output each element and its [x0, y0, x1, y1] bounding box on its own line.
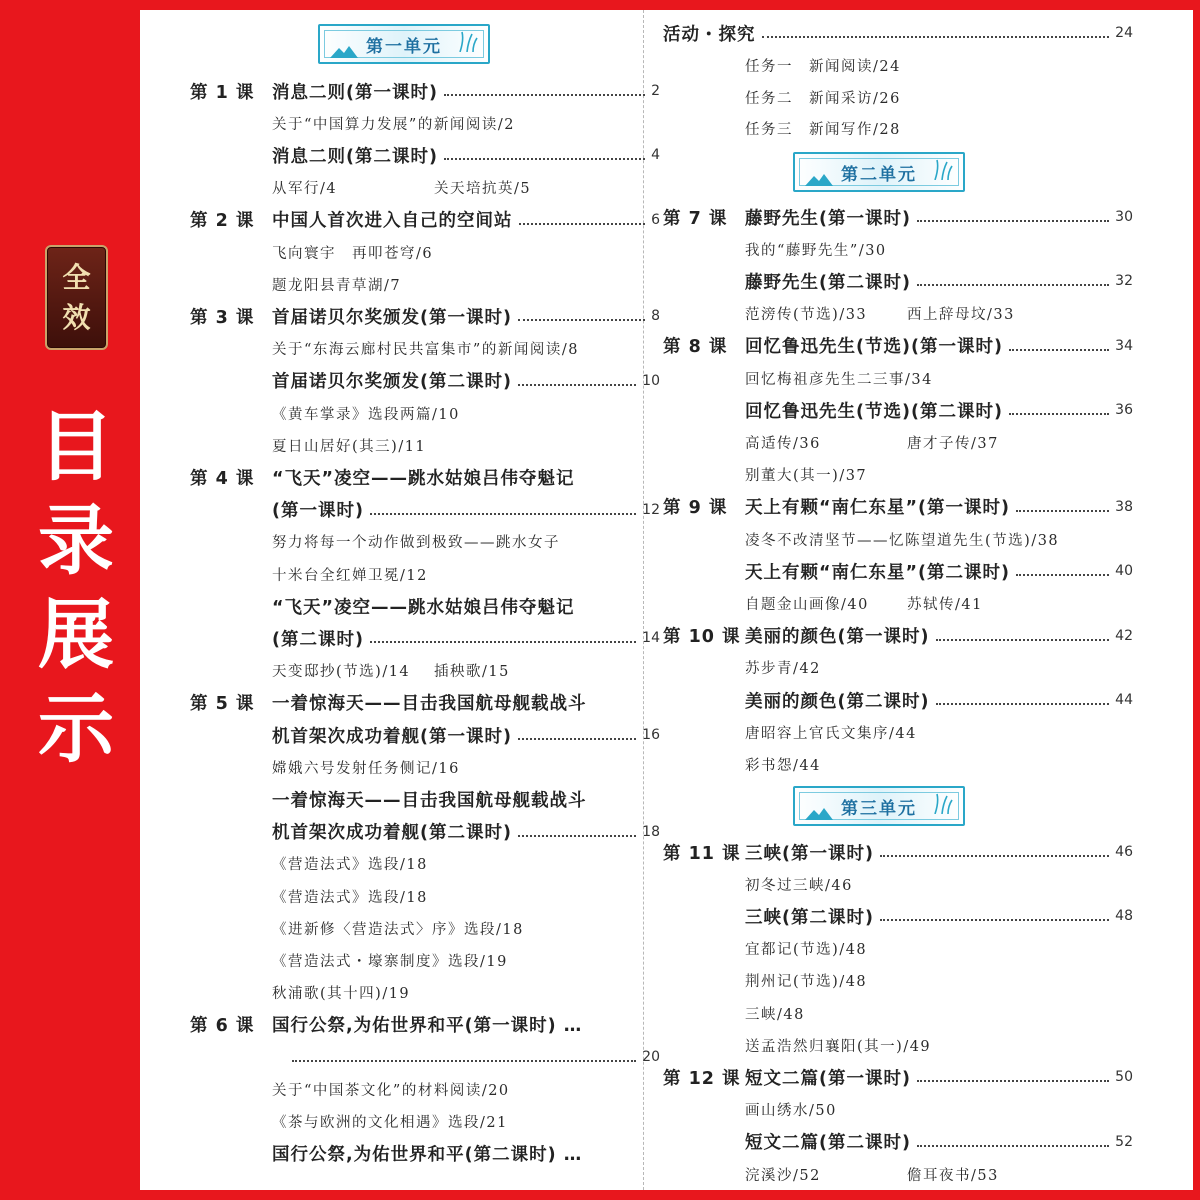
- page-number: 48: [1115, 908, 1133, 925]
- toc-entry-continuation[interactable]: [663, 395, 1133, 425]
- lesson-number: 第 1 课: [190, 82, 255, 103]
- toc-entry-lesson[interactable]: [663, 621, 1133, 651]
- sub-entry-text: 送孟浩然归襄阳(其一)/49: [745, 1038, 932, 1055]
- toc-entry-continuation[interactable]: [663, 901, 1133, 931]
- lesson-number: 第 4 课: [190, 468, 255, 489]
- entry-title: 天上有颗“南仁东星”(第一课时): [745, 498, 1010, 519]
- sub-entry-text: 《进新修〈营造法式〉序》选段/18: [272, 921, 524, 938]
- page-number: 10: [642, 372, 660, 389]
- toc-entry-continuation[interactable]: [190, 623, 660, 653]
- entry-title: 藤野先生(第二课时): [745, 272, 911, 293]
- sub-entry-text: 苏步青/42: [745, 661, 821, 678]
- sub-entry-text: 《茶与欧洲的文化相遇》选段/21: [272, 1114, 508, 1131]
- entry-title: 机首架次成功着舰(第二课时): [272, 823, 512, 844]
- sub-entry-text: 别董大(其一)/37: [745, 468, 868, 485]
- page-number: 14: [642, 630, 660, 647]
- toc-sub-entry[interactable]: [663, 82, 1133, 112]
- lesson-number: 第 5 课: [190, 694, 255, 715]
- dot-leader: [917, 220, 1109, 222]
- sub-entry-text: 高适传/36: [745, 435, 821, 452]
- toc-entry-continuation[interactable]: [663, 685, 1133, 715]
- lesson-number: 第 6 课: [190, 1016, 255, 1037]
- dot-leader: [1009, 349, 1109, 351]
- mountain-icon: [330, 44, 358, 58]
- unit-title: 第一单元: [366, 36, 442, 57]
- sub-entry-text: 自题金山画像/40: [745, 596, 869, 613]
- lesson-number: 第 10 课: [663, 627, 741, 648]
- entry-title: 短文二篇(第一课时): [745, 1068, 911, 1089]
- toc-entry-lesson[interactable]: [190, 688, 660, 718]
- toc-entry-lesson[interactable]: [190, 462, 660, 492]
- sub-entry-text: 唐昭容上官氏文集序/44: [745, 725, 917, 742]
- toc-sub-entry[interactable]: [663, 966, 1133, 996]
- sub-entry-text: 关于“东海云廊村民共富集市”的新闻阅读/8: [272, 342, 579, 359]
- dot-leader: [444, 94, 645, 96]
- toc-sub-entry[interactable]: [190, 430, 660, 460]
- toc-entry-continuation[interactable]: [190, 784, 660, 814]
- toc-sub-entry[interactable]: [190, 237, 660, 267]
- sub-entry-text: 儋耳夜书/53: [907, 1167, 999, 1184]
- entry-title: 消息二则(第一课时): [272, 82, 438, 103]
- lesson-number: 第 9 课: [663, 498, 728, 519]
- toc-sub-entry[interactable]: [190, 913, 660, 943]
- dot-leader: [444, 158, 645, 160]
- toc-entry-continuation[interactable]: [190, 1139, 660, 1169]
- entry-title: 消息二则(第二课时): [272, 146, 438, 167]
- sub-entry-text: 苏轼传/41: [907, 596, 983, 613]
- sub-entry-text: 宜都记(节选)/48: [745, 942, 868, 959]
- toc-sub-entry[interactable]: [663, 50, 1133, 80]
- toc-entry-continuation[interactable]: [190, 817, 660, 847]
- toc-entry-lesson[interactable]: [190, 76, 660, 106]
- toc-sub-entry[interactable]: [190, 656, 660, 686]
- page-number: 38: [1115, 498, 1133, 515]
- sub-entry-text: 插秧歌/15: [434, 664, 510, 681]
- page-number: 8: [651, 308, 660, 325]
- toc-entry-lesson[interactable]: [663, 492, 1133, 522]
- page-title: [36, 400, 116, 776]
- sub-entry-text: 初冬过三峡/46: [745, 877, 853, 894]
- page-number: 52: [1115, 1133, 1133, 1150]
- entry-title: 国行公祭,为佑世界和平(第二课时) …: [272, 1145, 583, 1166]
- toc-entry-continuation[interactable]: [190, 591, 660, 621]
- sub-entry-text: 《营造法式》选段/18: [272, 857, 428, 874]
- dot-leader: [1016, 510, 1109, 512]
- entry-title: 国行公祭,为佑世界和平(第一课时) …: [272, 1016, 583, 1037]
- page-number: 24: [1115, 25, 1133, 41]
- sub-entry-text: 《营造法式・壕寨制度》选段/19: [272, 953, 508, 970]
- toc-entry-activity[interactable]: [663, 18, 1133, 48]
- page-number: 30: [1115, 209, 1133, 225]
- mountain-icon: [805, 806, 833, 820]
- dot-leader: [917, 1145, 1109, 1147]
- lesson-number: 第 11 课: [663, 843, 741, 864]
- entry-title: 回忆鲁迅先生(节选)(第一课时): [745, 337, 1003, 358]
- lesson-number: 第 2 课: [190, 211, 255, 232]
- dot-leader: [518, 384, 636, 386]
- toc-sub-entry[interactable]: [190, 881, 660, 911]
- reed-icon: [931, 792, 953, 814]
- sub-entry-text: 关天培抗英/5: [434, 181, 532, 198]
- toc-sub-entry[interactable]: [663, 749, 1133, 779]
- sub-entry-text: 浣溪沙/52: [745, 1167, 821, 1184]
- toc-sub-entry[interactable]: [190, 1074, 660, 1104]
- toc-sub-entry[interactable]: [663, 869, 1133, 899]
- sub-entry-text: 十米台全红婵卫冕/12: [272, 567, 428, 584]
- entry-title: 回忆鲁迅先生(节选)(第二课时): [745, 401, 1003, 422]
- page-number: 50: [1115, 1069, 1133, 1086]
- dot-leader: [936, 639, 1110, 641]
- sub-entry-text: 三峡/48: [745, 1006, 805, 1023]
- toc-sub-entry[interactable]: [663, 427, 1133, 457]
- dot-leader: [518, 319, 645, 321]
- toc-sub-entry[interactable]: [190, 173, 660, 203]
- entry-title: “飞天”凌空——跳水姑娘吕伟夺魁记: [272, 597, 575, 618]
- toc-entry-lesson[interactable]: [190, 1010, 660, 1040]
- unit-banner: [318, 24, 490, 64]
- dot-leader: [518, 835, 636, 837]
- sub-entry-text: 回忆梅祖彦先生二三事/34: [745, 371, 933, 388]
- sub-entry-text: 天变邸抄(节选)/14: [272, 664, 411, 681]
- toc-entry-continuation[interactable]: [663, 266, 1133, 296]
- toc-sub-entry[interactable]: [663, 717, 1133, 747]
- title-char: 目: [38, 402, 114, 491]
- toc-entry-continuation[interactable]: [190, 720, 660, 750]
- entry-title: 美丽的颜色(第二课时): [745, 691, 930, 712]
- unit-banner: [793, 786, 965, 826]
- sub-entry-text: 秋浦歌(其十四)/19: [272, 986, 411, 1003]
- page-number: 42: [1115, 627, 1133, 644]
- entry-title: (第一课时): [272, 501, 364, 522]
- sub-entry-text: 《黄车掌录》选段两篇/10: [272, 406, 460, 423]
- page-number: 40: [1115, 563, 1133, 580]
- toc-sub-entry[interactable]: [663, 998, 1133, 1028]
- sub-entry-text: 彩书怨/44: [745, 757, 821, 774]
- sub-entry-text: 唐才子传/37: [907, 435, 999, 452]
- entry-title: 藤野先生(第一课时): [745, 208, 911, 229]
- sub-entry-text: 任务二 新闻采访/26: [745, 90, 901, 107]
- toc-entry-lesson[interactable]: [190, 205, 660, 235]
- page-number: 46: [1115, 844, 1133, 860]
- dot-leader: [917, 1080, 1109, 1082]
- unit-title: 第二单元: [841, 164, 917, 185]
- page-number: 36: [1115, 402, 1133, 419]
- lesson-number: 第 12 课: [663, 1068, 741, 1089]
- sub-entry-text: 从军行/4: [272, 181, 338, 198]
- sub-entry-text: 题龙阳县青草湖/7: [272, 277, 402, 294]
- side-band: [0, 0, 140, 1200]
- dot-leader: [1009, 413, 1109, 415]
- entry-title: 三峡(第二课时): [745, 907, 874, 928]
- page-number: 20: [642, 1049, 660, 1065]
- dot-leader: [936, 703, 1110, 705]
- sub-entry-text: 范滂传(节选)/33: [745, 307, 868, 324]
- toc-sub-entry[interactable]: [190, 559, 660, 589]
- entry-title: 短文二篇(第二课时): [745, 1133, 911, 1154]
- sub-entry-text: 任务三 新闻写作/28: [745, 121, 901, 138]
- sub-entry-text: 嫦娥六号发射任务侧记/16: [272, 760, 460, 777]
- page-number: 18: [642, 823, 660, 840]
- toc-entry-continuation[interactable]: [190, 366, 660, 396]
- entry-title: 活动・探究: [663, 24, 756, 45]
- toc-sub-entry[interactable]: [190, 334, 660, 364]
- toc-entry-continuation[interactable]: [190, 140, 660, 170]
- entry-title: 首届诺贝尔奖颁发(第二课时): [272, 372, 512, 393]
- title-char: 示: [38, 684, 114, 773]
- toc-sub-entry[interactable]: [190, 108, 660, 138]
- dot-leader: [880, 855, 1109, 857]
- toc-sub-entry[interactable]: [663, 653, 1133, 683]
- entry-title: 一着惊海天——目击我国航母舰载战斗: [272, 790, 587, 811]
- page-number: 32: [1115, 273, 1133, 290]
- dot-leader: [370, 513, 636, 515]
- sub-entry-text: 画山绣水/50: [745, 1103, 837, 1120]
- toc-entry-lesson[interactable]: [663, 202, 1133, 232]
- toc-page: [140, 10, 1193, 1190]
- toc-entry-lesson[interactable]: [663, 1062, 1133, 1092]
- lesson-number: 第 7 课: [663, 208, 728, 229]
- entry-title: 首届诺贝尔奖颁发(第一课时): [272, 307, 512, 328]
- title-char: 展: [38, 590, 114, 679]
- entry-title: 一着惊海天——目击我国航母舰载战斗: [272, 694, 587, 715]
- sub-entry-text: 飞向寰宇 再叩苍穹/6: [272, 245, 434, 262]
- dot-leader: [762, 36, 1110, 38]
- page-number: 44: [1115, 692, 1133, 708]
- page-number: 12: [642, 501, 660, 518]
- sub-entry-text: 西上辞母坟/33: [907, 307, 1015, 324]
- dot-leader: [880, 919, 1109, 921]
- sub-entry-text: 荆州记(节选)/48: [745, 974, 868, 991]
- page-number: 34: [1115, 337, 1133, 354]
- sub-entry-text: 《营造法式》选段/18: [272, 889, 428, 906]
- toc-sub-entry[interactable]: [663, 234, 1133, 264]
- toc-sub-entry[interactable]: [663, 1095, 1133, 1125]
- toc-sub-entry[interactable]: [663, 113, 1133, 143]
- dot-leader: [518, 738, 636, 740]
- logo-char: 效: [62, 300, 91, 334]
- toc-sub-entry[interactable]: [190, 269, 660, 299]
- brand-logo: [45, 245, 108, 350]
- dot-leader: [292, 1060, 636, 1062]
- logo-char: 全: [62, 260, 91, 294]
- toc-sub-entry[interactable]: [663, 299, 1133, 329]
- toc-sub-entry[interactable]: [663, 1030, 1133, 1060]
- sub-entry-text: 关于“中国茶文化”的材料阅读/20: [272, 1082, 510, 1099]
- reed-icon: [931, 158, 953, 180]
- toc-sub-entry[interactable]: [663, 524, 1133, 554]
- toc-entry-lesson[interactable]: [190, 301, 660, 331]
- toc-entry-continuation[interactable]: [190, 495, 660, 525]
- entry-title: 中国人首次进入自己的空间站: [272, 211, 513, 232]
- entry-title: 机首架次成功着舰(第一课时): [272, 726, 512, 747]
- toc-sub-entry[interactable]: [190, 978, 660, 1008]
- unit-title: 第三单元: [841, 798, 917, 819]
- toc-sub-entry[interactable]: [663, 1159, 1133, 1189]
- entry-title: 三峡(第一课时): [745, 843, 874, 864]
- reed-icon: [456, 30, 478, 52]
- title-char: 录: [38, 496, 114, 585]
- sub-entry-text: 我的“藤野先生”/30: [745, 242, 887, 259]
- toc-sub-entry[interactable]: [663, 363, 1133, 393]
- toc-entry-continuation[interactable]: [663, 556, 1133, 586]
- entry-title: 美丽的颜色(第一课时): [745, 627, 930, 648]
- toc-sub-entry[interactable]: [190, 398, 660, 428]
- sub-entry-text: 夏日山居好(其三)/11: [272, 438, 427, 455]
- unit-banner: [793, 152, 965, 192]
- dot-leader: [917, 284, 1109, 286]
- lesson-number: 第 8 课: [663, 337, 728, 358]
- page-number: 6: [651, 211, 660, 228]
- toc-sub-entry[interactable]: [190, 527, 660, 557]
- mountain-icon: [805, 172, 833, 186]
- sub-entry-text: 凌冬不改清坚节——忆陈望道先生(节选)/38: [745, 532, 1060, 549]
- lesson-number: 第 3 课: [190, 307, 255, 328]
- sub-entry-text: 关于“中国算力发展”的新闻阅读/2: [272, 116, 515, 133]
- entry-title: (第二课时): [272, 629, 364, 650]
- toc-entry-continuation[interactable]: [663, 1127, 1133, 1157]
- toc-sub-entry[interactable]: [663, 460, 1133, 490]
- toc-sub-entry[interactable]: [663, 934, 1133, 964]
- dot-leader: [519, 223, 646, 225]
- toc-entry-lesson[interactable]: [663, 331, 1133, 361]
- page-number: 4: [651, 147, 660, 164]
- toc-entry-continuation[interactable]: [190, 1042, 660, 1072]
- toc-sub-entry[interactable]: [190, 945, 660, 975]
- dot-leader: [1016, 574, 1109, 576]
- sub-entry-text: 努力将每一个动作做到极致——跳水女子: [272, 535, 560, 552]
- entry-title: “飞天”凌空——跳水姑娘吕伟夺魁记: [272, 468, 575, 489]
- page-number: 2: [651, 83, 660, 99]
- sub-entry-text: 任务一 新闻阅读/24: [745, 58, 901, 75]
- entry-title: 天上有颗“南仁东星”(第二课时): [745, 562, 1010, 583]
- toc-sub-entry[interactable]: [190, 752, 660, 782]
- dot-leader: [370, 641, 636, 643]
- toc-sub-entry[interactable]: [663, 588, 1133, 618]
- toc-sub-entry[interactable]: [190, 1106, 660, 1136]
- toc-entry-lesson[interactable]: [663, 837, 1133, 867]
- toc-sub-entry[interactable]: [190, 849, 660, 879]
- page-number: 16: [642, 727, 660, 743]
